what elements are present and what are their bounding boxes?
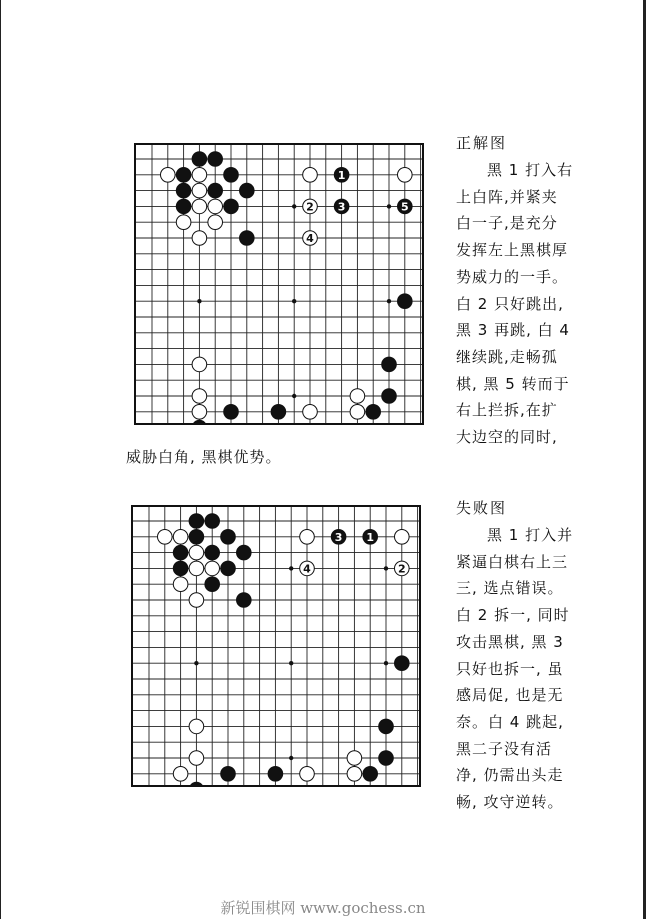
white-stone [303, 168, 318, 183]
commentary-line: 棋, 黑 5 转而于 [456, 374, 570, 393]
black-stone [173, 545, 188, 560]
white-stone [192, 199, 207, 214]
white-stone [161, 168, 176, 183]
commentary-line: 三, 选点错误。 [456, 579, 564, 598]
white-stone [192, 168, 207, 183]
black-stone [205, 577, 220, 592]
move-number: 3 [337, 200, 346, 214]
star-point [289, 756, 293, 760]
black-stone [176, 183, 191, 198]
commentary-line: 黑 1 打入右 [487, 161, 574, 179]
star-point [292, 204, 296, 208]
star-point [197, 299, 201, 303]
white-stone [189, 751, 204, 766]
black-stone [366, 405, 381, 420]
black-stone [205, 545, 220, 560]
black-stone [221, 561, 236, 576]
move-number: 1 [337, 168, 346, 182]
white-stone [350, 405, 365, 420]
white-stone [173, 767, 188, 782]
black-stone [224, 199, 239, 214]
commentary-line: 净, 仍需出头走 [456, 766, 564, 785]
black-stone [237, 545, 252, 560]
black-stone [173, 561, 188, 576]
black-stone [379, 751, 394, 766]
star-point [289, 661, 293, 665]
star-point [292, 394, 296, 398]
white-stone [192, 231, 207, 246]
star-point [194, 661, 198, 665]
move-number: 4 [303, 562, 311, 576]
page-footer: 新锐围棋网 www.gochess.cn [220, 899, 426, 917]
diagram-heading: 失败图 [456, 499, 508, 517]
white-stone [208, 199, 223, 214]
black-stone [240, 231, 255, 246]
commentary-line: 白 2 只好跳出, [456, 294, 564, 313]
diagram-caption: 威胁白角, 黑棋优势。 [126, 448, 282, 466]
commentary-line: 感局促, 也是无 [456, 686, 564, 705]
move-number: 1 [366, 530, 375, 544]
commentary-line: 黑 1 打入并 [487, 526, 574, 544]
black-stone [395, 656, 410, 671]
commentary-line: 白 2 拆一, 同时 [456, 606, 570, 625]
commentary-line: 黑 3 再跳, 白 4 [456, 321, 570, 340]
star-point [387, 204, 391, 208]
white-stone [173, 577, 188, 592]
commentary-line: 白一子,是充分 [456, 214, 558, 233]
black-stone [271, 405, 286, 420]
commentary-line: 大边空的同时, [456, 428, 558, 447]
white-stone [205, 561, 220, 576]
white-stone [303, 405, 318, 420]
black-stone [224, 168, 239, 183]
commentary-line: 紧逼白棋右上三 [456, 552, 569, 571]
black-stone [176, 199, 191, 214]
white-stone [192, 183, 207, 198]
white-stone [398, 168, 413, 183]
white-stone [300, 767, 315, 782]
go-board-svg [134, 143, 424, 425]
white-stone [350, 389, 365, 404]
black-stone [221, 767, 236, 782]
black-stone [208, 152, 223, 167]
black-stone [192, 420, 207, 425]
diagram-commentary [456, 157, 573, 451]
white-stone [158, 530, 173, 545]
black-stone [240, 183, 255, 198]
black-stone [382, 389, 397, 404]
black-stone [192, 152, 207, 167]
white-stone [192, 357, 207, 372]
black-stone [189, 782, 204, 787]
white-stone [189, 593, 204, 608]
commentary-line: 奈。白 4 跳起, [456, 712, 564, 731]
white-stone [347, 767, 362, 782]
commentary-line: 只好也拆一, 虽 [456, 659, 564, 678]
white-stone [189, 561, 204, 576]
commentary-line: 上白阵,并紧夹 [456, 187, 558, 206]
white-stone [189, 719, 204, 734]
black-stone [221, 530, 236, 545]
star-point [387, 299, 391, 303]
white-stone [395, 530, 410, 545]
black-stone [382, 357, 397, 372]
white-stone [300, 530, 315, 545]
move-number: 4 [306, 232, 314, 245]
black-stone [224, 405, 239, 420]
white-stone [173, 530, 188, 545]
go-board-failure [131, 505, 421, 787]
black-stone [268, 767, 283, 782]
white-stone [192, 389, 207, 404]
commentary-line: 右上拦拆,在扩 [456, 401, 558, 420]
black-stone [237, 593, 252, 608]
black-stone [363, 767, 378, 782]
go-board-correct [134, 143, 424, 425]
black-stone [208, 183, 223, 198]
star-point [292, 299, 296, 303]
star-point [384, 566, 388, 570]
diagram-heading: 正解图 [456, 134, 508, 152]
white-stone [192, 405, 207, 420]
commentary-line: 攻击黑棋, 黑 3 [456, 632, 564, 651]
commentary-line: 势威力的一手。 [456, 267, 569, 286]
commentary-line: 畅, 攻守逆转。 [456, 793, 564, 812]
black-stone [379, 719, 394, 734]
page-border-left [0, 0, 1, 919]
black-stone [176, 168, 191, 183]
move-number: 2 [306, 200, 314, 214]
black-stone [205, 514, 220, 529]
commentary-line: 继续跳,走畅孤 [456, 347, 558, 366]
black-stone [189, 530, 204, 545]
commentary-line: 黑二子没有活 [456, 739, 553, 758]
white-stone [347, 751, 362, 766]
star-point [384, 661, 388, 665]
move-number: 3 [334, 530, 343, 544]
white-stone [208, 215, 223, 230]
move-number: 2 [397, 562, 406, 576]
white-stone [176, 215, 191, 230]
star-point [289, 566, 293, 570]
move-number: 5 [400, 200, 409, 214]
go-board-svg [131, 505, 421, 787]
diagram-commentary [456, 522, 573, 816]
black-stone [189, 514, 204, 529]
white-stone [189, 545, 204, 560]
black-stone [398, 294, 413, 309]
commentary-line: 发挥左上黑棋厚 [456, 241, 569, 260]
